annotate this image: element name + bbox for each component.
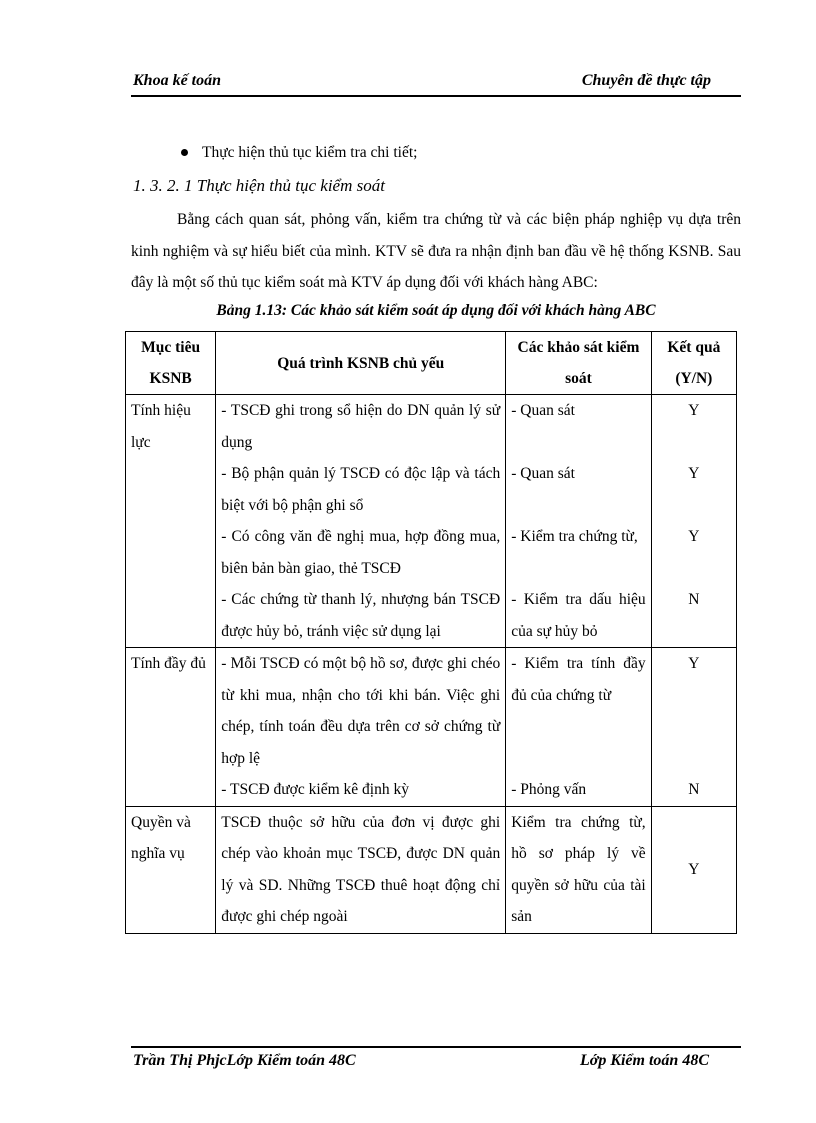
- result-cell: Y: [651, 806, 736, 933]
- table-header-row: [126, 332, 737, 395]
- body-paragraph: Bằng cách quan sát, phỏng vấn, kiểm tra chứng từ và các biện pháp nghiệp vụ dựa trên kinh nghiệm và sự hiểu biết của mình. KTV sẽ đưa ra nhận định ban đầu về hệ thống KSNB. Sau đây là một số thủ tục kiểm soát mà KTV áp dụng đối với khách hàng ABC:: [131, 211, 741, 291]
- process-cell: TSCĐ thuộc sở hữu của đơn vị được ghi chép vào khoản mục TSCĐ, được DN quản lý và SD. Những TSCĐ thuê hoạt động chỉ được ghi chép ngoài: [216, 806, 506, 933]
- page-header: [131, 72, 741, 94]
- bullet-item: Thực hiện thủ tục kiểm tra chi tiết;: [181, 144, 417, 162]
- survey-cell: Kiểm tra chứng từ, hồ sơ pháp lý về quyền sở hữu của tài sản: [506, 806, 651, 933]
- table-row: [126, 806, 737, 933]
- table-caption: Bảng 1.13: Các khảo sát kiểm soát áp dụng đối với khách hàng ABC: [216, 302, 656, 319]
- survey-cell: - Quan sát - Quan sát - Kiểm tra chứng từ, - Kiểm tra dấu hiệu của sự hủy bỏ: [506, 395, 651, 648]
- process-cell: - TSCĐ ghi trong sổ hiện do DN quản lý sử dụng - Bộ phận quản lý TSCĐ có độc lập và tách biệt với bộ phận ghi sổ - Có công văn đề nghị mua, hợp đồng mua, biên bản bàn giao, thẻ TSCĐ - Các chứng từ thanh lý, nhượng bán TSCĐ được hủy bỏ, tránh việc sử dụng lại: [216, 395, 506, 648]
- col-header-result: Kết quả (Y/N): [651, 332, 736, 395]
- section-title: 1. 3. 2. 1 Thực hiện thủ tục kiểm soát: [133, 176, 385, 195]
- table-row: [126, 648, 737, 807]
- objective-cell: Quyền và nghĩa vụ: [126, 806, 216, 933]
- process-cell: - Mỗi TSCĐ có một bộ hồ sơ, được ghi chéo từ khi mua, nhận cho tới khi bán. Việc ghi chép, tính toán đều dựa trên cơ sở chứng từ hợp lệ - TSCĐ được kiểm kê định kỳ: [216, 648, 506, 807]
- header-doc-title: Chuyên đề thực tập: [581, 72, 711, 89]
- header-faculty: Khoa kế toán: [133, 72, 222, 89]
- footer-rule: [131, 1046, 741, 1048]
- footer-author: Trần Thị PhjcLớp Kiểm toán 48C: [133, 1052, 356, 1069]
- col-header-survey: Các khảo sát kiểm soát: [506, 332, 651, 395]
- objective-cell: Tính hiệu lực: [126, 395, 216, 648]
- result-cell: Y N: [651, 648, 736, 807]
- col-header-process: Quá trình KSNB chủ yếu: [216, 332, 506, 395]
- header-rule: [131, 95, 741, 97]
- objective-cell: Tính đầy đủ: [126, 648, 216, 807]
- control-survey-table: [125, 331, 737, 934]
- bullet-dot-icon: [181, 149, 188, 156]
- footer-class: Lớp Kiểm toán 48C: [579, 1052, 709, 1069]
- col-header-objective: Mục tiêu KSNB: [126, 332, 216, 395]
- survey-cell: - Kiểm tra tính đầy đủ của chứng từ - Phỏng vấn: [506, 648, 651, 807]
- result-cell: Y Y Y N: [651, 395, 736, 648]
- table-row: [126, 395, 737, 648]
